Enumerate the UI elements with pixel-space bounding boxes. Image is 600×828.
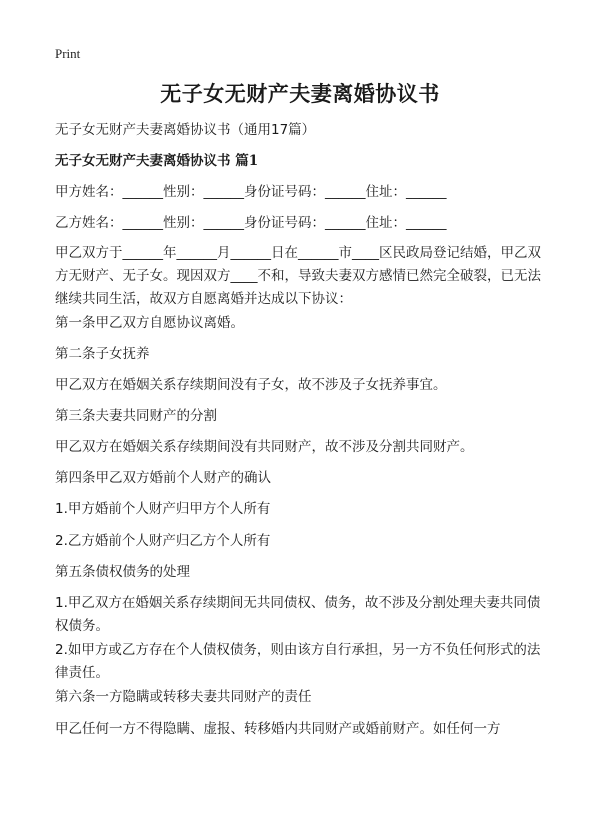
document-subtitle: 无子女无财产夫妻离婚协议书（通用17篇） bbox=[55, 122, 316, 138]
party-a-info: 甲方姓名：______性别：______身份证号码：______住址：______ bbox=[55, 184, 447, 200]
article-5-item-2: 2.如甲方或乙方存在个人债权债务，则由该方自行承担，另一方不负任何形式的法律责任。 bbox=[55, 642, 541, 681]
page-title: 无子女无财产夫妻离婚协议书 bbox=[160, 81, 440, 106]
article-3-body: 甲乙双方在婚姻关系存续期间没有共同财产，故不涉及分割共同财产。 bbox=[55, 439, 474, 455]
article-5-title: 第五条债权债务的处理 bbox=[55, 564, 190, 580]
article-1: 第一条甲乙双方自愿协议离婚。 bbox=[55, 315, 244, 331]
article-2-body: 甲乙双方在婚姻关系存续期间没有子女，故不涉及子女抚养事宜。 bbox=[55, 377, 447, 393]
article-2-title: 第二条子女抚养 bbox=[55, 346, 150, 362]
article-4-title: 第四条甲乙双方婚前个人财产的确认 bbox=[55, 470, 271, 486]
article-4-item-2: 2.乙方婚前个人财产归乙方个人所有 bbox=[55, 533, 271, 549]
article-6-body: 甲乙任何一方不得隐瞒、虚报、转移婚内共同财产或婚前财产。如任何一方 bbox=[55, 721, 501, 737]
section-heading: 无子女无财产夫妻离婚协议书 篇1 bbox=[55, 153, 259, 169]
article-6-title: 第六条一方隐瞒或转移夫妻共同财产的责任 bbox=[55, 689, 312, 705]
intro-paragraph: 甲乙双方于______年______月______日在______市____区民政局登记结婚，甲乙双方无财产、无子女。现因双方____不和，导致夫妻双方感情已然完全破裂，已无法继续共同生活，故双方自愿离婚并达成以下协议： bbox=[55, 245, 541, 307]
party-b-info: 乙方姓名：______性别：______身份证号码：______住址：______ bbox=[55, 215, 447, 231]
article-4-item-1: 1.甲方婚前个人财产归甲方个人所有 bbox=[55, 501, 271, 517]
print-label[interactable]: Print bbox=[55, 46, 81, 61]
article-3-title: 第三条夫妻共同财产的分割 bbox=[55, 408, 217, 424]
article-5-item-1: 1.甲乙双方在婚姻关系存续期间无共同债权、债务，故不涉及分割处理夫妻共同债权债务。 bbox=[55, 595, 541, 634]
